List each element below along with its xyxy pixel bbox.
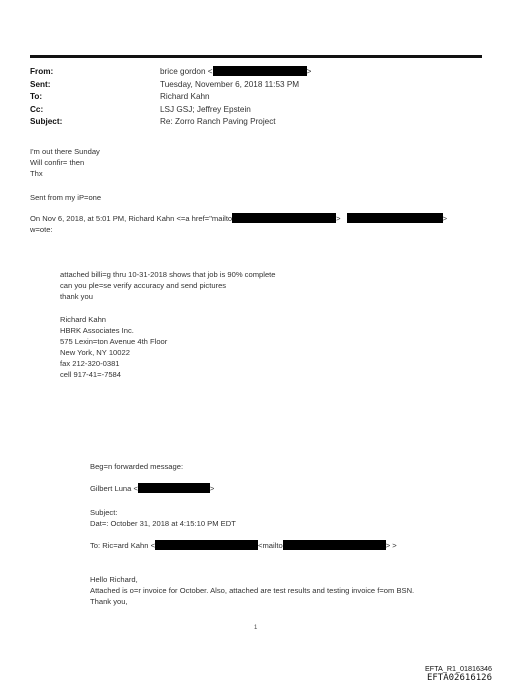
cc-label: Cc:: [30, 104, 44, 114]
forwarded-from-suffix: >: [209, 484, 215, 493]
luna-greeting: Hello Richard,: [90, 575, 138, 584]
kahn-message-line: attached billi=g thru 10-31-2018 shows that job is 90% complete: [60, 270, 276, 279]
kahn-message-line: can you ple=se verify accuracy and send pictures: [60, 281, 227, 290]
redaction-box: [213, 66, 307, 76]
redaction-box: [232, 213, 336, 223]
from-suffix: >: [306, 67, 312, 76]
reply-body: [30, 146, 100, 179]
quote-intro-line2: w=ote:: [30, 225, 53, 234]
reply-line: Thx: [30, 169, 43, 178]
quote-intro-mid: >: [336, 214, 341, 223]
subject-label: Subject:: [30, 117, 63, 127]
from-label: From:: [30, 67, 54, 76]
header-from-row: [30, 66, 482, 79]
redaction-box: [283, 540, 386, 550]
forwarded-from: [90, 483, 214, 494]
signature-line: cell 917-41=-7584: [60, 370, 122, 379]
signature-line: fax 212-320-0381: [60, 359, 120, 368]
to-label: To:: [30, 92, 43, 102]
footer-doc-id-large: EFTA02616126: [426, 673, 492, 683]
kahn-message-line: thank you: [60, 292, 93, 301]
forwarded-date: Dat=: October 31, 2018 at 4:15:10 PM EDT: [90, 519, 236, 528]
kahn-signature: [60, 314, 167, 380]
quote-intro: [30, 213, 447, 235]
email-header: [30, 66, 482, 129]
header-cc-row: [30, 104, 482, 117]
forwarded-meta: [90, 507, 236, 529]
cc-value: LSJ GSJ; Jeffrey Epstein: [160, 104, 251, 114]
signature-line: HBRK Associates Inc.: [60, 326, 134, 335]
header-sent-row: [30, 79, 482, 92]
redaction-box: [155, 540, 258, 550]
from-name: brice gordon <: [160, 67, 213, 76]
forwarded-to-mid: <mailto: [258, 541, 283, 550]
reply-line: Will confir= then: [30, 158, 85, 167]
forwarded-intro: Beg=n forwarded message:: [90, 462, 184, 471]
footer-doc-id-small: EFTA_R1_01816346: [425, 664, 492, 673]
sent-value: Tuesday, November 6, 2018 11:53 PM: [160, 79, 300, 89]
forwarded-from-prefix: Gilbert Luna <: [90, 484, 138, 493]
quote-intro-prefix: On Nov 6, 2018, at 5:01 PM, Richard Kahn <=a href="mailto: [30, 214, 233, 223]
header-to-row: [30, 91, 482, 104]
from-value: [160, 66, 311, 79]
to-value: Richard Kahn: [160, 92, 210, 102]
quote-intro-line1: [30, 213, 447, 224]
signature-line: New York, NY 10022: [60, 348, 130, 357]
luna-message: [90, 574, 414, 607]
forwarded-to-end: > >: [385, 541, 397, 550]
luna-closing: Thank you,: [90, 597, 128, 606]
redaction-box: [138, 483, 210, 493]
signature-line: Richard Kahn: [60, 315, 107, 324]
forwarded-to-prefix: To: Ric=ard Kahn <: [90, 541, 156, 550]
quote-intro-end: >: [442, 214, 448, 223]
signature-line: 575 Lexin=ton Avenue 4th Floor: [60, 337, 168, 346]
header-rule: [30, 55, 482, 58]
kahn-message: [60, 269, 276, 302]
forwarded-to: [90, 540, 397, 551]
header-subject-row: [30, 116, 482, 129]
forwarded-subject-label: Subject:: [90, 508, 118, 517]
sent-label: Sent:: [30, 79, 51, 89]
redaction-box: [347, 213, 443, 223]
reply-line: I'm out there Sunday: [30, 147, 100, 156]
page-number: 1: [254, 625, 258, 631]
reply-signature: Sent from my iP=one: [30, 193, 102, 202]
subject-value: Re: Zorro Ranch Paving Project: [160, 117, 276, 127]
luna-body: Attached is o=r invoice for October. Also, attached are test results and testing invoice f=om BSN.: [90, 586, 415, 595]
